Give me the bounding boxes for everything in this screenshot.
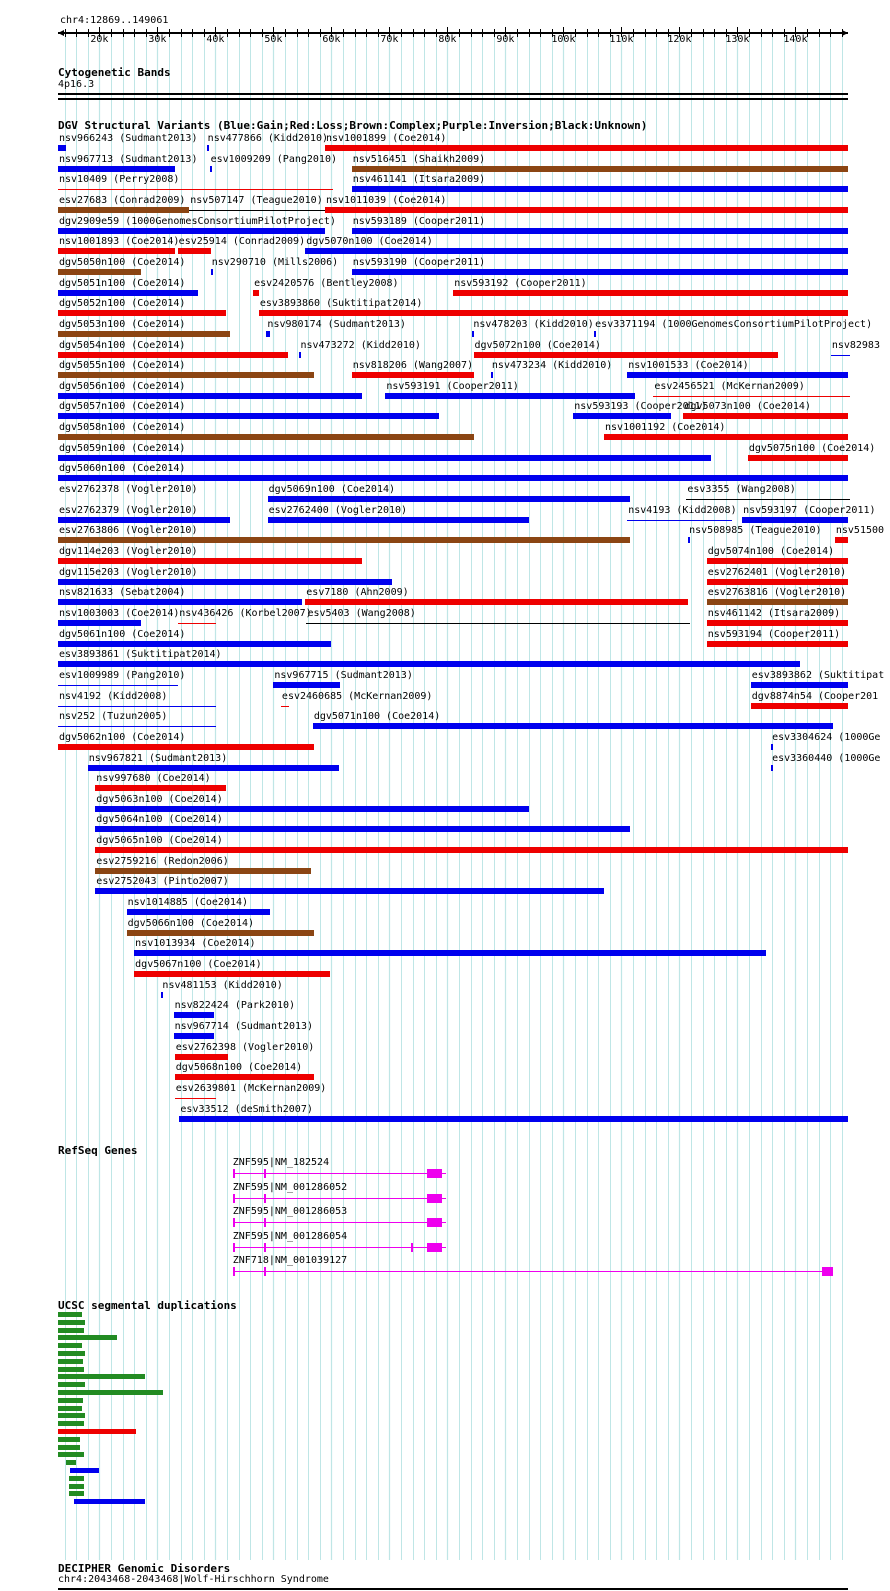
dgv-variant-bar[interactable]: [325, 207, 848, 213]
segdup-bar[interactable]: [58, 1328, 84, 1333]
dgv-variant-label[interactable]: nsv436426 (Korbel2007): [179, 607, 312, 619]
dgv-variant-bar[interactable]: [352, 228, 848, 234]
dgv-variant-bar[interactable]: [352, 186, 848, 192]
cytoband-label[interactable]: 4p16.3: [58, 79, 95, 90]
dgv-variant-bar[interactable]: [305, 248, 848, 254]
dgv-variant-bar[interactable]: [653, 396, 850, 397]
segdup-bar[interactable]: [58, 1445, 80, 1450]
dgv-variant-label[interactable]: esv3355 (Wang2008): [687, 484, 796, 496]
ruler-tick-label: 30k: [148, 34, 167, 45]
dgv-variant-label[interactable]: esv2759216 (Redon2006): [96, 855, 229, 867]
cytoband-divider-2: [58, 98, 848, 100]
gene-exon[interactable]: [822, 1267, 834, 1276]
ruler-tick-label: 60k: [322, 34, 341, 45]
dgv-variant-label[interactable]: esv2752043 (Pinto2007): [96, 876, 229, 888]
dgv-variant-label[interactable]: dgv5053n100 (Coe2014): [59, 318, 186, 330]
dgv-variant-bar[interactable]: [58, 558, 362, 564]
dgv-variant-label[interactable]: dgv2909e59 (1000GenomesConsortiumPilotProject): [59, 215, 336, 227]
dgv-variant-bar[interactable]: [594, 331, 596, 337]
dgv-variant-bar[interactable]: [175, 1054, 228, 1060]
dgv-variant-label[interactable]: dgv5075n100 (Coe2014): [748, 442, 876, 454]
dgv-variant-label[interactable]: esv27683 (Conrad2009): [59, 194, 186, 206]
segdup-bar[interactable]: [69, 1476, 84, 1481]
dgv-variant-bar[interactable]: [707, 641, 848, 647]
dgv-variant-label[interactable]: dgv5065n100 (Coe2014): [96, 835, 223, 847]
dgv-variant-label[interactable]: nsv980174 (Sudmant2013): [267, 318, 406, 330]
gene-exon[interactable]: [411, 1243, 413, 1252]
dgv-variant-label[interactable]: dgv5061n100 (Coe2014): [59, 628, 186, 640]
dgv-variant-bar[interactable]: [352, 269, 848, 275]
dgv-variant-bar[interactable]: [688, 537, 690, 543]
dgv-variant-bar[interactable]: [211, 269, 213, 275]
dgv-variant-bar[interactable]: [58, 331, 230, 337]
segdup-bar[interactable]: [58, 1382, 85, 1387]
dgv-variant-bar[interactable]: [313, 723, 833, 729]
dgv-variant-bar[interactable]: [127, 930, 314, 936]
dgv-variant-label[interactable]: esv2420576 (Bentley2008): [254, 277, 399, 289]
dgv-variant-bar[interactable]: [707, 599, 848, 605]
segdup-bar[interactable]: [58, 1398, 83, 1403]
decipher-track-title[interactable]: DECIPHER Genomic Disorders: [58, 1562, 231, 1575]
dgv-variant-bar[interactable]: [266, 331, 270, 337]
dgv-variant-label[interactable]: nsv10409 (Perry2008): [59, 174, 180, 186]
dgv-variant-bar[interactable]: [58, 641, 331, 647]
dgv-variant-label[interactable]: esv1009989 (Pang2010): [59, 669, 186, 681]
dgv-variant-label[interactable]: nsv593197 (Cooper2011): [743, 504, 876, 516]
dgv-variant-label[interactable]: esv2763806 (Vogler2010): [59, 525, 198, 537]
gene-exon[interactable]: [233, 1267, 235, 1276]
dgv-variant-label[interactable]: dgv5054n100 (Coe2014): [59, 339, 186, 351]
segdup-bar[interactable]: [58, 1452, 84, 1457]
cytoband-title[interactable]: Cytogenetic Bands: [58, 66, 171, 79]
dgv-variant-label[interactable]: nsv481153 (Kidd2010): [162, 979, 283, 991]
dgv-variant-label[interactable]: esv1009209 (Pang2010): [210, 153, 337, 165]
dgv-variant-label[interactable]: dgv5055n100 (Coe2014): [59, 360, 186, 372]
segdup-track-title[interactable]: UCSC segmental duplications: [58, 1299, 237, 1312]
dgv-variant-label[interactable]: dgv5052n100 (Coe2014): [59, 298, 186, 310]
ruler-position: chr4:12869..149061: [60, 15, 169, 26]
dgv-variant-label[interactable]: nsv1001899 (Coe2014): [326, 133, 447, 144]
dgv-variant-label[interactable]: nsv593191 (Cooper2011): [386, 380, 519, 392]
dgv-variant-label[interactable]: nsv82983: [831, 339, 880, 351]
dgv-variant-bar[interactable]: [58, 475, 848, 481]
dgv-variant-bar[interactable]: [178, 248, 211, 254]
dgv-variant-label[interactable]: esv25914 (Conrad2009): [178, 236, 306, 248]
dgv-variant-bar[interactable]: [58, 145, 66, 151]
segdup-bar[interactable]: [58, 1413, 85, 1418]
dgv-variant-bar[interactable]: [627, 372, 848, 378]
dgv-variant-bar[interactable]: [472, 331, 474, 337]
dgv-variant-label[interactable]: nsv507147 (Teague2010): [190, 194, 323, 206]
dgv-variant-bar[interactable]: [352, 166, 848, 172]
dgv-variant-bar[interactable]: [748, 455, 848, 461]
dgv-variant-label[interactable]: nsv1001192 (Coe2014): [605, 422, 726, 434]
dgv-variant-label[interactable]: dgv5064n100 (Coe2014): [96, 814, 223, 826]
dgv-variant-bar[interactable]: [175, 1074, 314, 1080]
dgv-variant-bar[interactable]: [58, 269, 141, 275]
dgv-variant-bar[interactable]: [207, 145, 209, 151]
dgv-variant-bar[interactable]: [174, 1033, 215, 1039]
segdup-bar[interactable]: [70, 1468, 100, 1473]
dgv-variant-bar[interactable]: [707, 558, 848, 564]
dgv-variant-bar[interactable]: [707, 579, 848, 585]
dgv-variant-bar[interactable]: [751, 682, 848, 688]
dgv-variant-bar[interactable]: [281, 706, 289, 707]
dgv-variant-label[interactable]: esv3360440 (1000Ge: [772, 752, 881, 764]
dgv-variant-bar[interactable]: [273, 682, 340, 688]
dgv-variant-bar[interactable]: [58, 517, 230, 523]
dgv-variant-label[interactable]: nsv461141 (Itsara2009): [352, 174, 486, 186]
gene-exon[interactable]: [427, 1218, 442, 1227]
segdup-bar[interactable]: [58, 1374, 145, 1379]
dgv-variant-label[interactable]: esv3893861 (Suktitipat2014): [59, 649, 222, 661]
dgv-variant-label[interactable]: esv2639801 (McKernan2009): [175, 1082, 327, 1094]
dgv-variant-label[interactable]: nsv473272 (Kidd2010): [300, 339, 421, 351]
dgv-variant-label[interactable]: nsv1003003 (Coe2014): [59, 607, 180, 619]
segdup-bar[interactable]: [58, 1406, 82, 1411]
gene-exon[interactable]: [264, 1169, 266, 1178]
dgv-variant-label[interactable]: nsv967821 (Sudmant2013): [88, 752, 228, 764]
dgv-variant-label[interactable]: dgv5066n100 (Coe2014): [127, 917, 255, 929]
ruler-tick-label: 90k: [496, 34, 515, 45]
gene-exon[interactable]: [233, 1243, 235, 1252]
dgv-variant-label[interactable]: dgv114e203 (Vogler2010): [59, 546, 198, 557]
segdup-bar[interactable]: [58, 1351, 85, 1356]
dgv-variant-bar[interactable]: [161, 992, 163, 998]
dgv-variant-bar[interactable]: [58, 599, 302, 605]
dgv-variant-bar[interactable]: [58, 661, 800, 667]
segdup-bar[interactable]: [58, 1421, 84, 1426]
gene-label[interactable]: ZNF595|NM_182524: [232, 1157, 330, 1168]
dgv-variant-bar[interactable]: [58, 579, 392, 585]
dgv-variant-label[interactable]: esv2460685 (McKernan2009): [281, 690, 433, 702]
ruler-tick-label: 100k: [551, 34, 576, 45]
dgv-variant-label[interactable]: nsv4192 (Kidd2008): [59, 690, 168, 702]
gene-exon[interactable]: [264, 1218, 266, 1227]
dgv-variant-bar[interactable]: [58, 726, 216, 727]
dgv-variant-bar[interactable]: [58, 744, 314, 750]
dgv-variant-bar[interactable]: [491, 372, 493, 378]
segdup-bar[interactable]: [74, 1499, 145, 1504]
dgv-variant-label[interactable]: nsv1001893 (Coe2014): [59, 236, 180, 248]
dgv-variant-label[interactable]: esv5403 (Wang2008): [307, 607, 416, 619]
dgv-variant-label[interactable]: nsv821633 (Sebat2004): [59, 587, 186, 599]
dgv-variant-label[interactable]: dgv5069n100 (Coe2014): [268, 484, 396, 496]
dgv-variant-label[interactable]: dgv5068n100 (Coe2014): [175, 1062, 303, 1074]
dgv-variant-label[interactable]: nsv997680 (Coe2014): [96, 773, 211, 785]
dgv-variant-bar[interactable]: [58, 706, 216, 707]
dgv-variant-label[interactable]: nsv51500: [835, 525, 885, 537]
dgv-variant-label[interactable]: esv3893860 (Suktitipat2014): [259, 298, 423, 310]
dgv-variant-bar[interactable]: [325, 145, 848, 151]
dgv-variant-bar[interactable]: [306, 623, 690, 624]
dgv-variant-label[interactable]: dgv5071n100 (Coe2014): [313, 711, 441, 723]
dgv-variant-label[interactable]: nsv252 (Tuzun2005): [59, 711, 168, 723]
dgv-variant-label[interactable]: esv7180 (Ahn2009): [306, 587, 409, 599]
dgv-variant-bar[interactable]: [771, 765, 773, 771]
dgv-variant-bar[interactable]: [707, 620, 848, 626]
dgv-variant-bar[interactable]: [95, 785, 226, 791]
dgv-variant-bar[interactable]: [268, 517, 529, 523]
dgv-variant-bar[interactable]: [58, 413, 439, 419]
segdup-bar[interactable]: [58, 1429, 136, 1434]
dgv-variant-label[interactable]: nsv473234 (Kidd2010): [491, 360, 613, 372]
dgv-variant-bar[interactable]: [771, 744, 773, 750]
dgv-variant-label[interactable]: nsv290710 (Mills2006): [211, 256, 339, 268]
dgv-variant-label[interactable]: nsv1014885 (Coe2014): [127, 897, 249, 909]
dgv-variant-label[interactable]: dgv5074n100 (Coe2014): [707, 546, 835, 557]
segdup-bar[interactable]: [69, 1491, 84, 1496]
dgv-variant-bar[interactable]: [58, 310, 226, 316]
dgv-track-title[interactable]: DGV Structural Variants (Blue:Gain;Red:Loss;Brown:Complex;Purple:Inversion;Black:Unknown): [58, 119, 648, 132]
gene-exon[interactable]: [264, 1267, 266, 1276]
dgv-variant-bar[interactable]: [127, 909, 270, 915]
dgv-variant-bar[interactable]: [58, 352, 288, 358]
dgv-variant-label[interactable]: esv3304624 (1000Ge: [772, 731, 881, 743]
dgv-variant-label[interactable]: nsv477866 (Kidd2010): [207, 133, 329, 144]
dgv-variant-label[interactable]: nsv516451 (Shaikh2009): [352, 153, 486, 165]
dgv-variant-label[interactable]: dgv5073n100 (Coe2014): [684, 401, 811, 413]
dgv-variant-bar[interactable]: [58, 620, 141, 626]
segdup-bar[interactable]: [58, 1312, 82, 1317]
dgv-variant-bar[interactable]: [58, 372, 314, 378]
gene-exon[interactable]: [233, 1194, 235, 1203]
dgv-variant-label[interactable]: dgv115e203 (Vogler2010): [59, 566, 198, 578]
dgv-variant-label[interactable]: nsv593194 (Cooper2011): [707, 628, 841, 640]
dgv-variant-bar[interactable]: [453, 290, 848, 296]
gene-label[interactable]: ZNF595|NM_001286053: [232, 1206, 348, 1218]
dgv-variant-label[interactable]: esv3371194 (1000GenomesConsortiumPilotProject): [595, 318, 873, 330]
dgv-variant-bar[interactable]: [58, 455, 711, 461]
dgv-variant-label[interactable]: dgv5072n100 (Coe2014): [474, 339, 601, 351]
segdup-bar[interactable]: [66, 1460, 76, 1465]
segdup-bar[interactable]: [58, 1335, 117, 1340]
dgv-variant-label[interactable]: nsv967715 (Sudmant2013): [274, 669, 413, 681]
ruler-tick-label: 20k: [90, 34, 109, 45]
dgv-variant-bar[interactable]: [686, 499, 850, 500]
dgv-variant-bar[interactable]: [627, 520, 732, 521]
dgv-variant-bar[interactable]: [474, 352, 779, 358]
segdup-bar[interactable]: [58, 1390, 163, 1395]
dgv-variant-label[interactable]: esv2456521 (McKernan2009): [654, 380, 805, 392]
dgv-variant-bar[interactable]: [134, 950, 766, 956]
dgv-variant-bar[interactable]: [88, 765, 340, 771]
dgv-variant-label[interactable]: nsv967714 (Sudmant2013): [174, 1020, 314, 1032]
gene-exon[interactable]: [264, 1243, 266, 1252]
dgv-variant-label[interactable]: nsv478203 (Kidd2010): [473, 318, 594, 330]
dgv-variant-bar[interactable]: [58, 248, 175, 254]
gene-exon[interactable]: [264, 1194, 266, 1203]
dgv-variant-bar[interactable]: [58, 537, 630, 543]
dgv-variant-bar[interactable]: [58, 685, 178, 686]
dgv-variant-bar[interactable]: [352, 372, 474, 378]
dgv-variant-label[interactable]: dgv5056n100 (Coe2014): [59, 380, 186, 392]
dgv-variant-bar[interactable]: [58, 207, 189, 213]
ruler-tick-label: 120k: [667, 34, 692, 45]
gene-label[interactable]: ZNF595|NM_001286054: [232, 1230, 348, 1242]
dgv-variant-label[interactable]: nsv822424 (Park2010): [174, 1000, 296, 1012]
dgv-variant-label[interactable]: nsv966243 (Sudmant2013): [59, 133, 198, 144]
segdup-bar[interactable]: [58, 1359, 83, 1364]
dgv-variant-label[interactable]: nsv967713 (Sudmant2013): [59, 153, 198, 165]
dgv-variant-bar[interactable]: [95, 826, 630, 832]
dgv-variant-bar[interactable]: [305, 599, 688, 605]
ruler-tick-label: 80k: [438, 34, 457, 45]
dgv-variant-label[interactable]: nsv593193 (Cooper2011): [574, 401, 707, 413]
dgv-variant-label[interactable]: dgv5067n100 (Coe2014): [135, 959, 262, 970]
dgv-variant-bar[interactable]: [58, 290, 198, 296]
dgv-variant-bar[interactable]: [95, 847, 848, 853]
dgv-variant-label[interactable]: nsv508985 (Teague2010): [689, 525, 822, 537]
ruler-tick-label: 110k: [609, 34, 634, 45]
dgv-variant-bar[interactable]: [683, 413, 848, 419]
dgv-variant-label[interactable]: esv33512 (deSmith2007): [180, 1103, 313, 1115]
dgv-variant-bar[interactable]: [268, 496, 631, 502]
dgv-variant-bar[interactable]: [751, 703, 848, 709]
dgv-variant-label[interactable]: nsv1001533 (Coe2014): [628, 360, 749, 372]
dgv-variant-bar[interactable]: [604, 434, 848, 440]
dgv-variant-bar[interactable]: [175, 1098, 216, 1099]
dgv-variant-bar[interactable]: [835, 537, 848, 543]
dgv-variant-label[interactable]: nsv4193 (Kidd2008): [628, 504, 737, 516]
segdup-bar[interactable]: [58, 1437, 80, 1442]
dgv-variant-bar[interactable]: [178, 623, 216, 624]
cytoband-divider: [58, 93, 848, 95]
dgv-variant-label[interactable]: dgv5050n100 (Coe2014): [59, 256, 186, 268]
dgv-variant-label[interactable]: nsv593190 (Cooper2011): [352, 256, 486, 268]
dgv-variant-label[interactable]: dgv5070n100 (Coe2014): [306, 236, 433, 248]
dgv-variant-bar[interactable]: [58, 434, 474, 440]
dgv-variant-bar[interactable]: [58, 393, 362, 399]
gene-exon[interactable]: [427, 1243, 442, 1252]
gene-exon[interactable]: [427, 1194, 442, 1203]
dgv-variant-label[interactable]: esv3893862 (Suktitipat: [751, 669, 885, 681]
dgv-variant-bar[interactable]: [58, 228, 325, 234]
dgv-variant-bar[interactable]: [174, 1012, 215, 1018]
dgv-variant-label[interactable]: dgv5060n100 (Coe2014): [59, 463, 186, 475]
dgv-variant-label[interactable]: esv2762379 (Vogler2010): [59, 504, 198, 516]
ruler-tick-label: 130k: [725, 34, 750, 45]
segdup-bar[interactable]: [58, 1367, 84, 1372]
dgv-variant-label[interactable]: nsv461142 (Itsara2009): [707, 607, 841, 619]
gene-label[interactable]: ZNF595|NM_001286052: [232, 1181, 348, 1193]
dgv-variant-label[interactable]: esv2762400 (Vogler2010): [268, 504, 408, 516]
bottom-divider: [58, 1588, 848, 1590]
gene-exon[interactable]: [233, 1169, 235, 1178]
dgv-variant-bar[interactable]: [58, 189, 333, 190]
ruler-tick-label: 40k: [206, 34, 225, 45]
dgv-variant-bar[interactable]: [134, 971, 330, 977]
dgv-variant-label[interactable]: nsv593189 (Cooper2011): [352, 215, 486, 227]
decipher-item[interactable]: chr4:2043468-2043468|Wolf-Hirschhorn Syndrome: [58, 1574, 329, 1585]
dgv-variant-label[interactable]: dgv8874n54 (Cooper201: [751, 690, 879, 702]
segdup-bar[interactable]: [58, 1343, 82, 1348]
gene-exon[interactable]: [427, 1169, 442, 1178]
dgv-variant-label[interactable]: dgv5058n100 (Coe2014): [59, 422, 186, 434]
dgv-variant-bar[interactable]: [189, 210, 327, 211]
dgv-variant-label[interactable]: nsv593192 (Cooper2011): [454, 277, 587, 289]
dgv-variant-bar[interactable]: [831, 355, 850, 356]
dgv-variant-label[interactable]: dgv5057n100 (Coe2014): [59, 401, 186, 413]
segdup-bar[interactable]: [69, 1484, 84, 1489]
dgv-variant-bar[interactable]: [299, 352, 301, 358]
dgv-variant-label[interactable]: esv2762378 (Vogler2010): [59, 484, 198, 496]
dgv-variant-bar[interactable]: [259, 310, 848, 316]
ruler-tick-label: 50k: [264, 34, 283, 45]
dgv-variant-bar[interactable]: [95, 806, 528, 812]
dgv-variant-bar[interactable]: [179, 1116, 848, 1122]
segdup-bar[interactable]: [58, 1320, 85, 1325]
dgv-variant-label[interactable]: dgv5051n100 (Coe2014): [59, 277, 186, 289]
ruler-tick-label: 70k: [380, 34, 399, 45]
dgv-variant-label[interactable]: esv2762401 (Vogler2010): [707, 566, 847, 578]
dgv-variant-bar[interactable]: [253, 290, 259, 296]
dgv-variant-label[interactable]: dgv5063n100 (Coe2014): [96, 793, 223, 805]
dgv-variant-label[interactable]: esv2763816 (Vogler2010): [707, 587, 847, 599]
gene-intron-line[interactable]: [233, 1271, 833, 1272]
refseq-track-title[interactable]: RefSeq Genes: [58, 1144, 138, 1157]
dgv-variant-bar[interactable]: [573, 413, 671, 419]
dgv-variant-label[interactable]: esv2762398 (Vogler2010): [175, 1041, 315, 1053]
dgv-variant-label[interactable]: dgv5062n100 (Coe2014): [59, 731, 186, 743]
dgv-variant-bar[interactable]: [385, 393, 634, 399]
dgv-variant-label[interactable]: nsv1011039 (Coe2014): [326, 194, 447, 206]
dgv-variant-label[interactable]: nsv818206 (Wang2007): [352, 360, 474, 372]
dgv-variant-bar[interactable]: [210, 166, 212, 172]
dgv-variant-label[interactable]: dgv5059n100 (Coe2014): [59, 442, 186, 454]
dgv-variant-bar[interactable]: [58, 166, 175, 172]
ruler-tick-label: 140k: [783, 34, 808, 45]
dgv-variant-label[interactable]: nsv1013934 (Coe2014): [135, 938, 256, 950]
dgv-variant-bar[interactable]: [95, 888, 604, 894]
gene-label[interactable]: ZNF718|NM_001039127: [232, 1255, 348, 1267]
dgv-variant-bar[interactable]: [742, 517, 848, 523]
gene-exon[interactable]: [233, 1218, 235, 1227]
dgv-variant-bar[interactable]: [95, 868, 311, 874]
